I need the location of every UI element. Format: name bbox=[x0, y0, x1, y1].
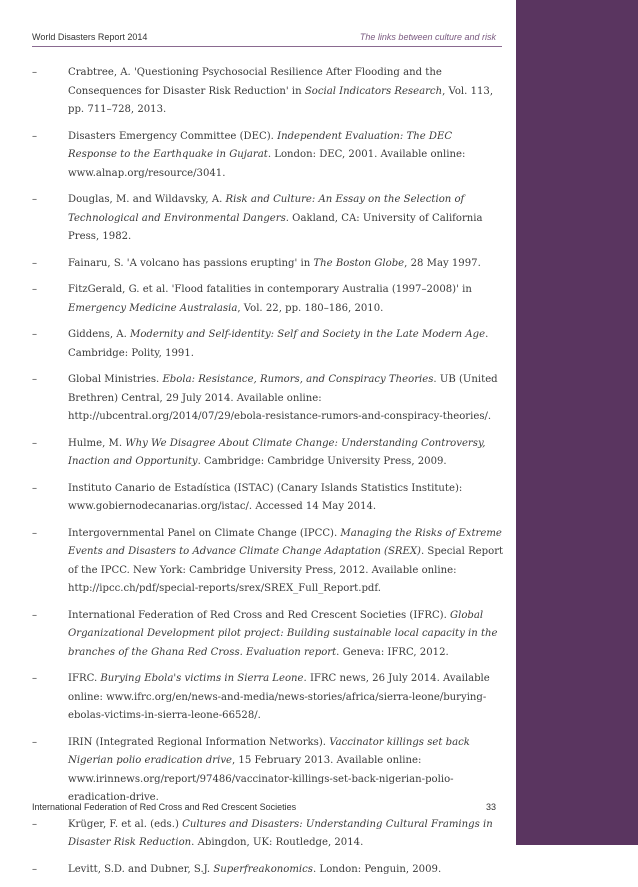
ref-segment-italic: Vaccinator killings set back Nigerian polio eradication drive bbox=[68, 736, 470, 766]
ref-segment: Crabtree, A. 'Questioning Psychosocial Resilience After Flooding and the Consequences for Disaster Risk Reduction' in bbox=[68, 67, 442, 97]
reference-list bbox=[32, 64, 504, 887]
reference-text bbox=[68, 610, 498, 658]
reference-text bbox=[68, 131, 465, 179]
ref-segment-italic: Burying Ebola's victims in Sierra Leone bbox=[100, 673, 304, 684]
report-title: World Disasters Report 2014 bbox=[32, 32, 148, 42]
ref-segment-italic: Independent Evaluation: The DEC Response to the Earthquake in Gujarat bbox=[68, 130, 453, 160]
ref-segment: . Oakland, CA: University of California Press, 1982. bbox=[68, 212, 483, 242]
ref-segment: . IFRC news, 26 July 2014. Available online: www.ifrc.org/en/news-and-media/news-stories/africa/sierra-leone/burying-ebolas-victims-in-sierra-leone-66528/. bbox=[68, 673, 490, 721]
side-color-band bbox=[516, 0, 638, 845]
reference-item bbox=[32, 326, 504, 363]
reference-item bbox=[32, 371, 504, 427]
reference-item bbox=[32, 128, 504, 184]
reference-item bbox=[32, 861, 504, 880]
reference-item bbox=[32, 670, 504, 726]
ref-segment: Levitt, S.D. and Dubner, S.J. bbox=[68, 863, 214, 875]
reference-item bbox=[32, 525, 504, 599]
ref-segment: Krüger, F. et al. (eds.) bbox=[68, 818, 183, 830]
ref-segment: FitzGerald, G. et al. 'Flood fatalities in contemporary Australia (1997–2008)' in bbox=[68, 284, 472, 295]
ref-segment-italic: The Boston Globe bbox=[313, 257, 405, 269]
ref-segment: Disasters Emergency Committee (DEC). bbox=[68, 130, 278, 142]
reference-text bbox=[68, 483, 462, 513]
ref-segment-italic: Social Indicators Research bbox=[304, 85, 443, 97]
list-dash: – bbox=[32, 482, 38, 494]
reference-item bbox=[32, 64, 504, 120]
ref-segment-italic: Modernity and Self-identity: Self and Society in the Late Modern Age bbox=[130, 329, 486, 340]
reference-text bbox=[68, 737, 470, 804]
list-dash: – bbox=[32, 437, 38, 449]
ref-segment: . Cambridge: Cambridge University Press, 2009. bbox=[197, 456, 447, 467]
ref-segment-italic: Risk and Culture: An Essay on the Selection of Technological and Environmental Dangers bbox=[68, 194, 465, 224]
list-dash: – bbox=[32, 673, 38, 684]
reference-item bbox=[32, 435, 504, 472]
ref-segment-italic: Ebola: Resistance, Rumors, and Conspiracy Theories bbox=[162, 374, 434, 385]
list-dash: – bbox=[32, 863, 38, 875]
ref-segment: . Abingdon, UK: Routledge, 2014. bbox=[191, 837, 364, 848]
ref-segment: Hulme, M. bbox=[68, 437, 126, 449]
chapter-title: The links between culture and risk bbox=[359, 32, 496, 42]
ref-segment-italic: Emergency Medicine Australasia bbox=[68, 302, 238, 314]
reference-item bbox=[32, 281, 504, 318]
list-dash: – bbox=[32, 194, 38, 205]
reference-item bbox=[32, 734, 504, 808]
list-dash: – bbox=[32, 67, 38, 78]
header-divider bbox=[32, 46, 502, 47]
reference-text bbox=[68, 819, 493, 849]
reference-text bbox=[68, 374, 498, 422]
ref-segment: Giddens, A. bbox=[68, 329, 130, 340]
page-number: 33 bbox=[485, 802, 496, 812]
ref-segment: Douglas, M. and Wildavsky, A. bbox=[68, 194, 226, 205]
reference-text bbox=[68, 528, 503, 595]
list-dash: – bbox=[32, 736, 38, 748]
reference-text bbox=[68, 258, 481, 269]
ref-segment: . Cambridge: Polity, 1991. bbox=[68, 329, 489, 359]
reference-text bbox=[68, 284, 472, 314]
ref-segment-italic: Global Organizational Development pilot project: Building sustainable local capacity in the branches of the Ghana Red Cross. Evaluation report bbox=[68, 609, 498, 658]
ref-segment-italic: Superfreakonomics bbox=[213, 863, 313, 875]
list-dash: – bbox=[32, 257, 38, 269]
list-dash: – bbox=[32, 609, 38, 621]
ref-segment: , Vol. 22, pp. 180–186, 2010. bbox=[237, 302, 384, 314]
ref-segment: Intergovernmental Panel on Climate Change (IPCC). bbox=[68, 527, 341, 539]
ref-segment: International Federation of Red Cross and Red Crescent Societies (IFRC). bbox=[68, 609, 451, 621]
list-dash: – bbox=[32, 130, 38, 142]
ref-segment: . Special Report of the IPCC. New York: Cambridge University Press, 2012. Available online: http://ipcc.ch/pdf/special-reports/srex/SREX_Full_Report.pdf. bbox=[68, 546, 504, 594]
list-dash: – bbox=[32, 284, 38, 295]
ref-segment: , Vol. 113, pp. 711–728, 2013. bbox=[68, 85, 494, 115]
reference-item bbox=[32, 255, 504, 274]
list-dash: – bbox=[32, 818, 38, 830]
reference-text bbox=[68, 864, 441, 875]
reference-text bbox=[68, 329, 488, 359]
reference-item bbox=[32, 607, 504, 663]
ref-segment: , 15 February 2013. Available online: www.irinnews.org/report/97486/vaccinator-killings-set-back-nigerian-polio-eradication-drive. bbox=[68, 755, 454, 803]
ref-segment: . Geneva: IFRC, 2012. bbox=[336, 646, 449, 658]
reference-item bbox=[32, 191, 504, 247]
ref-segment: . London: DEC, 2001. Available online: www.alnap.org/resource/3041. bbox=[68, 149, 466, 179]
publisher-name: International Federation of Red Cross and Red Crescent Societies bbox=[32, 802, 297, 812]
ref-segment: Instituto Canario de Estadística (ISTAC) (Canary Islands Statistics Institute): www.gobiernodecanarias.org/istac/. Accessed 14 May 2014. bbox=[68, 482, 463, 512]
ref-segment: . UB (United Brethren) Central, 29 July 2014. Available online: http://ubcentral.org/2014/07/29/ebola-resistance-rumors-and-conspiracy-theories/. bbox=[68, 374, 498, 422]
ref-segment: IFRC. bbox=[68, 673, 101, 684]
ref-segment-italic: Managing the Risks of Extreme Events and Disasters to Advance Climate Change Adaptation (SREX) bbox=[68, 527, 502, 557]
reference-text bbox=[68, 673, 490, 721]
list-dash: – bbox=[32, 329, 38, 340]
ref-segment-italic: Cultures and Disasters: Understanding Cultural Framings in Disaster Risk Reduction bbox=[68, 818, 493, 848]
reference-text bbox=[68, 438, 486, 468]
ref-segment: , 28 May 1997. bbox=[404, 257, 481, 269]
ref-segment: Fainaru, S. 'A volcano has passions erupting' in bbox=[68, 257, 314, 269]
reference-text bbox=[68, 67, 493, 115]
list-dash: – bbox=[32, 527, 38, 539]
reference-item bbox=[32, 816, 504, 853]
ref-segment-italic: Why We Disagree About Climate Change: Understanding Controversy, Inaction and Opportunity bbox=[68, 437, 486, 467]
ref-segment: Global Ministries. bbox=[68, 374, 163, 385]
reference-text bbox=[68, 194, 483, 242]
ref-segment: IRIN (Integrated Regional Information Networks). bbox=[68, 736, 330, 748]
list-dash: – bbox=[32, 374, 38, 385]
ref-segment: . London: Penguin, 2009. bbox=[312, 863, 442, 875]
reference-item bbox=[32, 480, 504, 517]
